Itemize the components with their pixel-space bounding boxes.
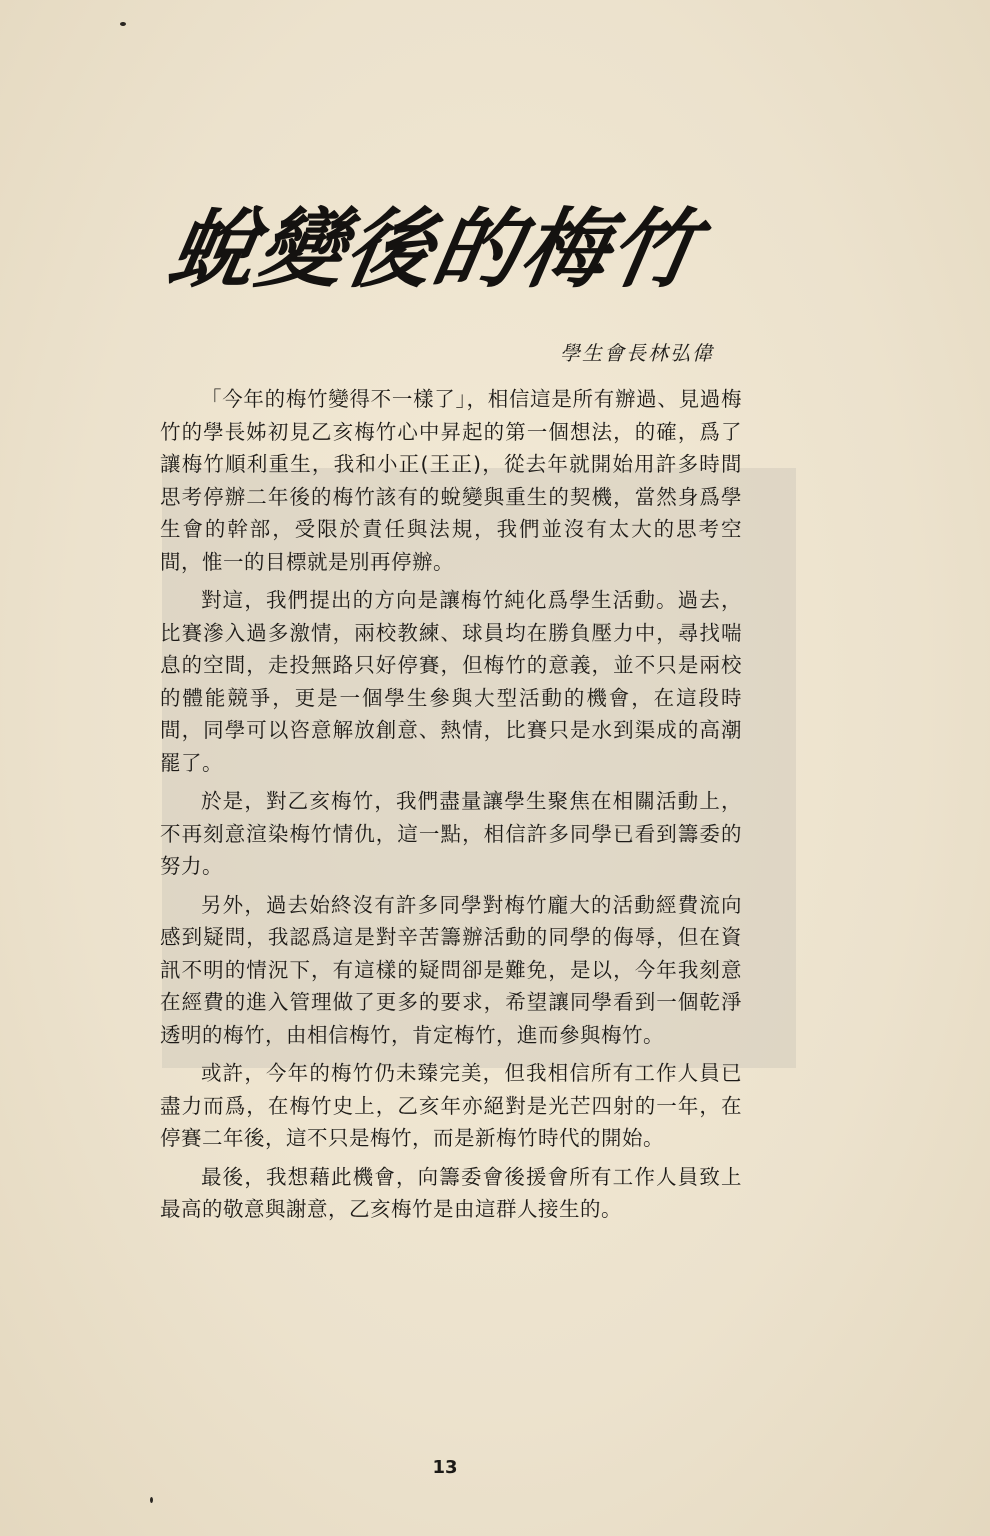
paragraph: 或許，今年的梅竹仍未臻完美，但我相信所有工作人員已盡力而爲，在梅竹史上，乙亥年亦絕對是光芒四射的一年，在停賽二年後，這不只是梅竹，而是新梅竹時代的開始。	[160, 1061, 742, 1150]
paragraph: 於是，對乙亥梅竹，我們盡量讓學生聚焦在相關活動上，不再刻意渲染梅竹情仇，這一點，相信許多同學已看到籌委的努力。	[160, 789, 742, 878]
paragraph: 另外，過去始終沒有許多同學對梅竹龐大的活動經費流向感到疑問，我認爲這是對辛苦籌辦活動的同學的侮辱，但在資訊不明的情況下，有這樣的疑問卻是難免，是以，今年我刻意在經費的進入管理做了更多的要求，希望讓同學看到一個乾淨透明的梅竹，由相信梅竹，肯定梅竹，進而參與梅竹。	[160, 892, 742, 1047]
article-body	[160, 383, 742, 1232]
author-byline: 學生會長林弘偉	[560, 341, 714, 365]
page-number: 13	[432, 1457, 458, 1478]
paragraph: 對這，我們提出的方向是讓梅竹純化爲學生活動。過去，比賽滲入過多激情，兩校教練、球員均在勝負壓力中，尋找喘息的空間，走投無路只好停賽，但梅竹的意義，並不只是兩校的體能競爭，更是一個學生參與大型活動的機會，在這段時間，同學可以咨意解放創意、熱情，比賽只是水到渠成的高潮罷了。	[160, 588, 742, 775]
ink-speck	[120, 22, 126, 26]
ink-speck	[150, 1497, 153, 1503]
paragraph: 最後，我想藉此機會，向籌委會後援會所有工作人員致上最高的敬意與謝意，乙亥梅竹是由這群人接生的。	[160, 1164, 742, 1221]
article-title: 蛻變後的梅竹	[161, 200, 707, 300]
paragraph: 「今年的梅竹變得不一樣了」，相信這是所有辦過、見過梅竹的學長姊初見乙亥梅竹心中昇起的第一個想法，的確，爲了讓梅竹順利重生，我和小正(王正)，從去年就開始用許多時間思考停辦二年後的梅竹該有的蛻變與重生的契機，當然身爲學生會的幹部，受限於責任與法規，我們並沒有太大的思考空間，惟一的目標就是別再停辦。	[160, 387, 742, 574]
